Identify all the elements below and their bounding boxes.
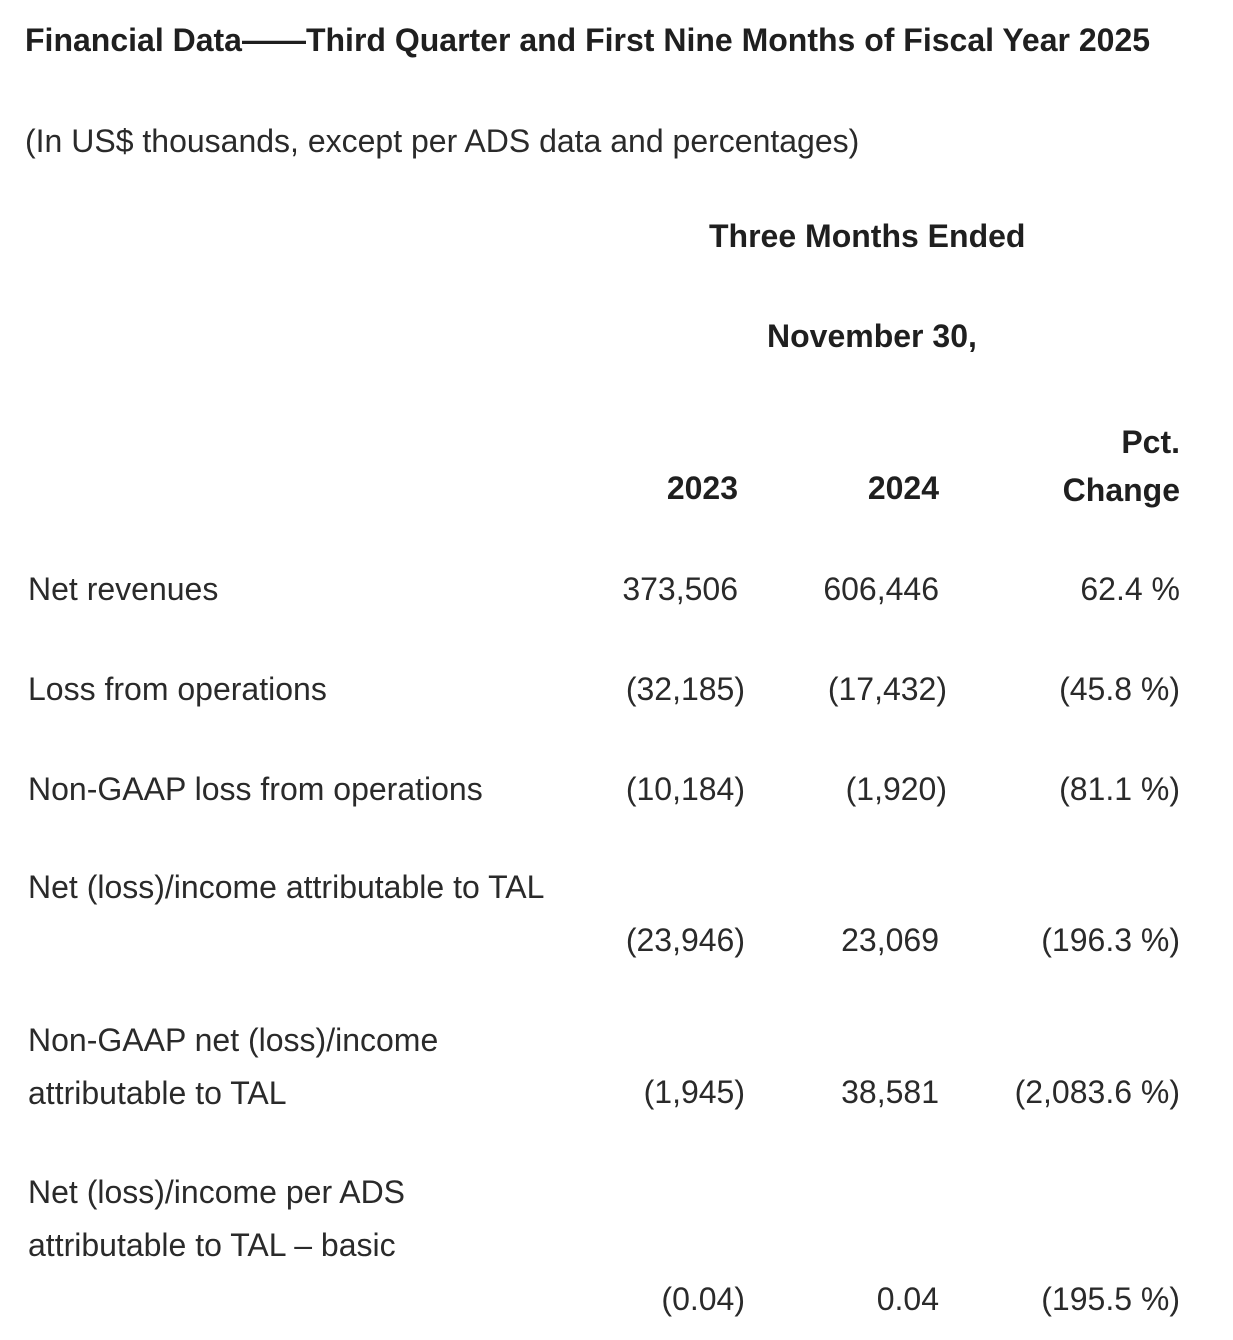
table-header-pct [1063, 418, 1180, 514]
row-value-2023: (23,946) [625, 922, 745, 958]
row-value-pct: (81.1 %) [1059, 771, 1180, 807]
table-header-2023: 2023 [666, 470, 738, 506]
row-label: Non-GAAP loss from operations [28, 771, 483, 807]
table-header-pct-line1: Pct. [1121, 424, 1180, 460]
row-value-2024: (17,432) [827, 671, 947, 707]
page-title: Financial Data——Third Quarter and First Nine Months of Fiscal Year 2025 [25, 22, 1151, 58]
row-value-pct: (45.8 %) [1059, 671, 1180, 707]
row-value-2023: (32,185) [625, 671, 745, 707]
row-value-2024: 38,581 [841, 1074, 939, 1110]
row-value-2023: (0.04) [661, 1281, 745, 1317]
row-label: Loss from operations [28, 671, 327, 707]
row-label: Net (loss)/income per ADS attributable to TAL – basic [28, 1174, 406, 1263]
table-header-period: Three Months Ended [709, 218, 1026, 254]
table-header-date: November 30, [767, 318, 977, 354]
table-header-2024: 2024 [867, 470, 939, 506]
row-value-2024: (1,920) [845, 771, 947, 807]
row-label: Non-GAAP net (loss)/income attributable to TAL [28, 1022, 439, 1111]
row-value-pct: (2,083.6 %) [1014, 1074, 1180, 1110]
row-value-pct: (195.5 %) [1041, 1281, 1180, 1317]
row-value-pct: (196.3 %) [1041, 922, 1180, 958]
row-value-pct: 62.4 % [1080, 571, 1180, 607]
row-label: Net revenues [28, 571, 219, 607]
row-value-2023: (1,945) [643, 1074, 745, 1110]
row-label: Net (loss)/income attributable to TAL [28, 869, 545, 905]
row-value-2024: 0.04 [876, 1281, 939, 1317]
row-value-2023: (10,184) [625, 771, 745, 807]
table-header-pct-line2: Change [1062, 472, 1180, 508]
row-value-2024: 23,069 [841, 922, 939, 958]
row-value-2024: 606,446 [823, 571, 939, 607]
row-value-2023: 373,506 [622, 571, 738, 607]
page-subtitle: (In US$ thousands, except per ADS data and percentages) [25, 123, 860, 159]
